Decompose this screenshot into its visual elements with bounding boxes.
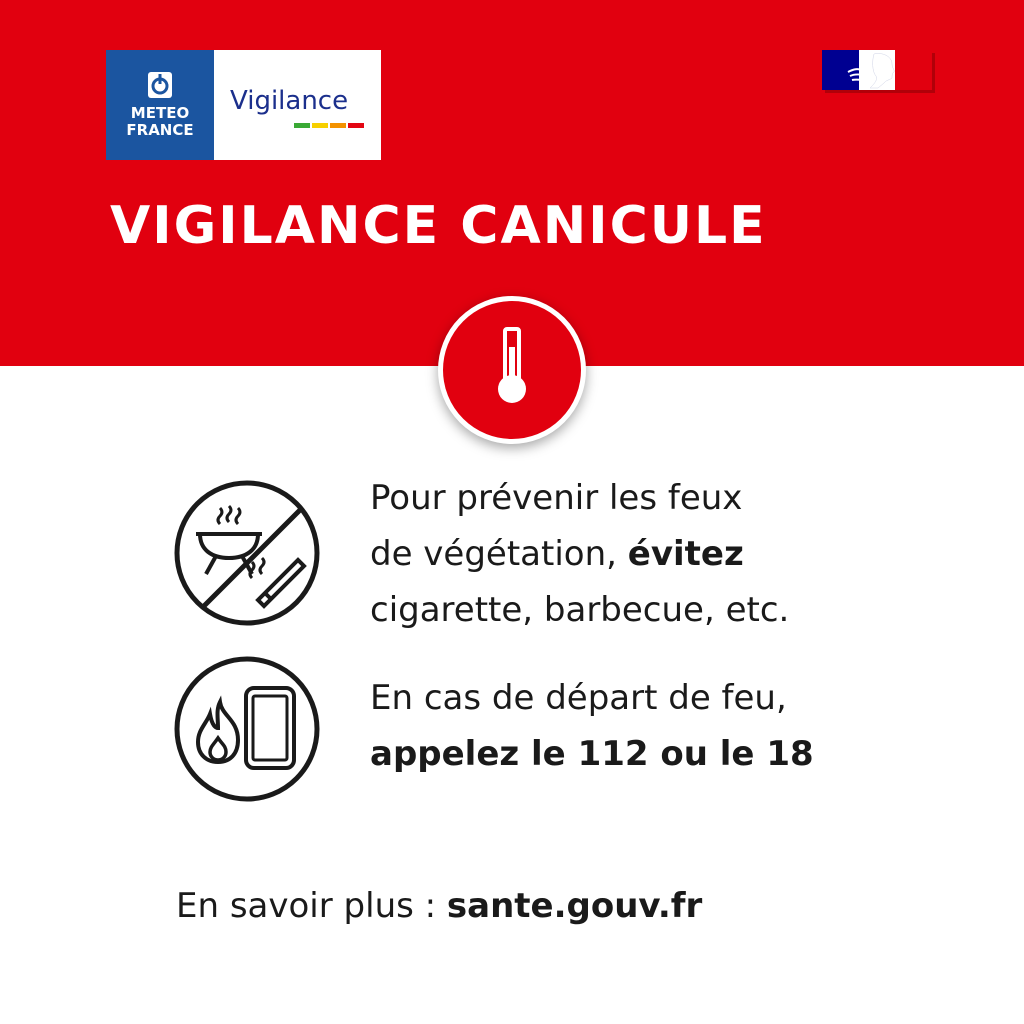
level-green [294, 123, 310, 128]
footer-link[interactable]: sante.gouv.fr [446, 886, 703, 926]
advice-2-line-1: En cas de départ de feu, [370, 678, 787, 718]
advice-call-emergency [370, 670, 814, 782]
level-red [348, 123, 364, 128]
footer-more-info [176, 886, 702, 926]
thermometer-badge [438, 296, 586, 444]
vigilance-word: Vigilance [230, 86, 349, 116]
no-fire-sources-icon [172, 478, 322, 628]
france-text: FRANCE [126, 121, 194, 139]
meteo-france-logo [106, 50, 214, 160]
no-barbecue-no-cigarette-icon [172, 478, 322, 628]
meteo-france-emblem-icon [147, 71, 173, 99]
advice-1-line-1: Pour prévenir les feux [370, 478, 743, 518]
republique-francaise-logo [822, 50, 932, 90]
vigilance-level-bar [294, 123, 364, 128]
level-yellow [312, 123, 328, 128]
fire-call-icon [172, 654, 322, 804]
fire-phone-icon [172, 654, 322, 804]
thermometer-icon [443, 301, 581, 439]
level-orange [330, 123, 346, 128]
meteo-text: METEO [130, 104, 190, 122]
advice-2-emphasis: appelez le 112 ou le 18 [370, 734, 814, 774]
marianne-flag-icon [822, 50, 932, 90]
advice-1-line-2 [370, 526, 789, 582]
meteo-france-vigilance-logo [106, 50, 381, 160]
advice-1-line-3: cigarette, barbecue, etc. [370, 590, 790, 630]
advice-2-line-2 [370, 726, 814, 782]
footer-prefix: En savoir plus : [176, 886, 447, 926]
advice-1-emphasis: évitez [627, 534, 744, 574]
page-title: VIGILANCE CANICULE [110, 196, 767, 256]
advice-prevent-fires [370, 470, 789, 638]
advice-1-line-2-text: de végétation, [370, 534, 628, 574]
vigilance-logo [214, 50, 381, 160]
